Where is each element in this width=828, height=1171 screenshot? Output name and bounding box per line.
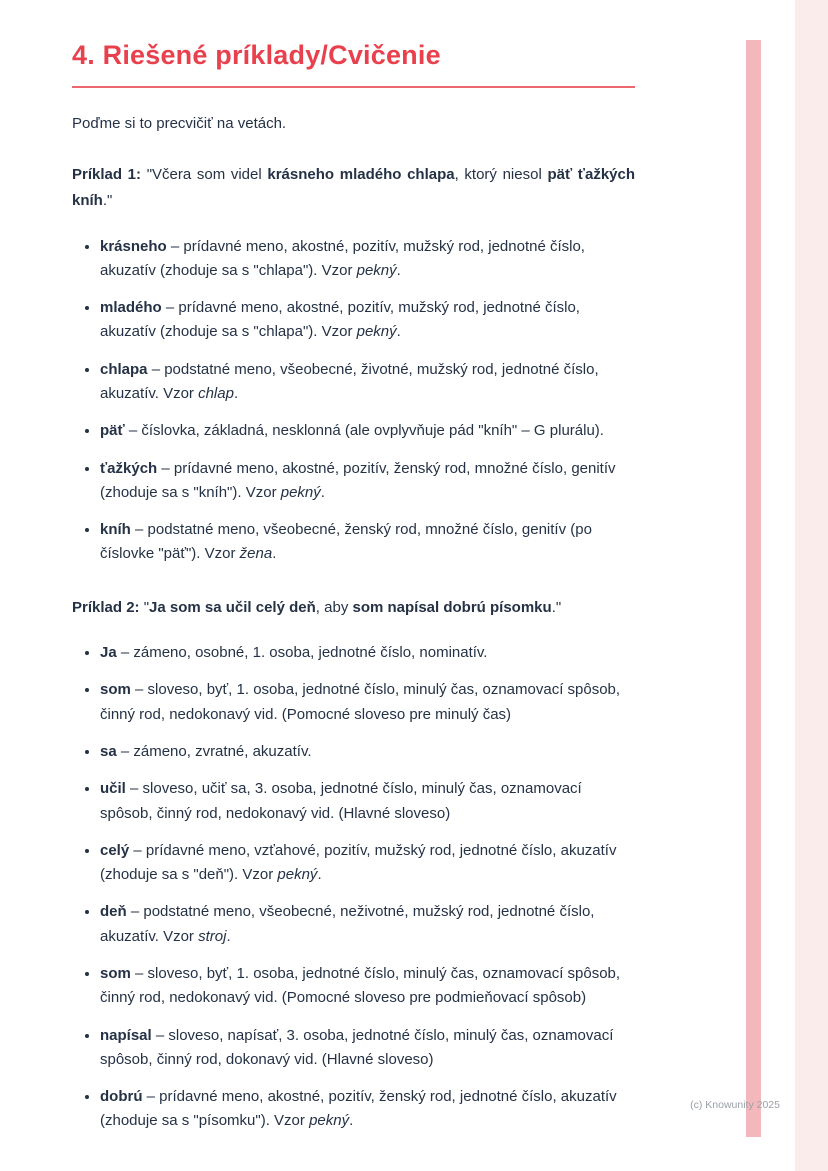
example1-heading	[72, 162, 635, 215]
list-item	[100, 235, 635, 284]
item-tail: .	[317, 866, 322, 884]
term-label: som	[100, 964, 131, 982]
list-item	[100, 900, 635, 949]
list-item	[100, 740, 635, 764]
item-body: – číslovka, základná, nesklonná (ale ovplyvňuje pád "kníh" – G plurálu).	[124, 422, 604, 440]
term-label: sa	[100, 742, 117, 760]
item-body: – prídavné meno, akostné, pozitív, mužský rod, jednotné číslo, akuzatív (zhoduje sa s "chlapa"). Vzor	[100, 299, 580, 341]
example2-sentence-end: ."	[551, 598, 562, 616]
list-item	[100, 457, 635, 506]
item-body: – podstatné meno, všeobecné, neživotné, mužský rod, jednotné číslo, akuzatív. Vzor	[100, 903, 595, 945]
item-body: – prídavné meno, vzťahové, pozitív, mužský rod, jednotné číslo, akuzatív (zhoduje sa s "deň"). Vzor	[100, 841, 617, 884]
page-edge-strip	[795, 0, 828, 1171]
footer-copyright: (c) Knowunity 2025	[690, 1099, 780, 1111]
intro-text: Poďme si to precvičiť na vetách.	[72, 115, 287, 132]
term-label: ťažkých	[100, 459, 158, 477]
example2-heading	[72, 595, 635, 621]
term-label: napísal	[100, 1026, 152, 1044]
item-body: – prídavné meno, akostné, pozitív, mužský rod, jednotné číslo, akuzatív (zhoduje sa s "chlapa"). Vzor	[100, 237, 585, 279]
list-item	[100, 518, 635, 567]
vzor-word: pekný	[309, 1112, 350, 1130]
item-body: – zámeno, zvratné, akuzatív.	[116, 742, 312, 760]
term-label: chlapa	[100, 360, 148, 378]
example2-sentence-bold1: Ja som sa učil celý deň	[149, 598, 316, 616]
list-item	[100, 962, 635, 1011]
term-label: deň	[100, 903, 127, 921]
term-label: celý	[100, 841, 130, 859]
item-tail: .	[272, 545, 277, 563]
term-label: päť	[100, 422, 125, 440]
example2-sentence-pre: "	[139, 598, 150, 616]
example2-sentence-bold2: som napísal dobrú písomku	[352, 598, 552, 616]
list-item	[100, 296, 635, 345]
item-body: – sloveso, byť, 1. osoba, jednotné číslo, minulý čas, oznamovací spôsob, činný rod, nedokonavý vid. (Pomocné sloveso pre podmieňovací spôsob)	[100, 964, 621, 1007]
item-body: – sloveso, byť, 1. osoba, jednotné číslo, minulý čas, oznamovací spôsob, činný rod, nedokonavý vid. (Pomocné sloveso pre minulý čas)	[100, 681, 621, 723]
page-title: 4. Riešené príklady/Cvičenie	[72, 40, 441, 70]
list-item	[100, 839, 635, 888]
list-item	[100, 358, 635, 407]
example1-sentence-bold1: krásneho mladého chlapa	[267, 166, 455, 183]
list-item	[100, 678, 635, 727]
item-tail: .	[349, 1112, 354, 1130]
example1-sentence-bold2: päť ťažkých kníh	[72, 166, 636, 210]
item-body: – sloveso, učiť sa, 3. osoba, jednotné číslo, minulý čas, oznamovací spôsob, činný rod, nedokonavý vid. (Hlavné sloveso)	[100, 780, 582, 822]
term-label: krásneho	[100, 237, 167, 255]
vzor-word: chlap	[198, 384, 234, 402]
list-item	[100, 419, 635, 443]
term-label: mladého	[100, 299, 162, 317]
item-body: – podstatné meno, všeobecné, životné, mužský rod, jednotné číslo, akuzatív. Vzor	[100, 360, 599, 402]
list-item	[100, 1085, 635, 1134]
document-page	[72, 40, 635, 1162]
example1-sentence-mid: , ktorý niesol	[454, 166, 548, 183]
item-body: – zámeno, osobné, 1. osoba, jednotné číslo, nominatív.	[116, 644, 488, 662]
vzor-word: pekný	[356, 323, 397, 341]
vzor-word: pekný	[280, 483, 321, 501]
example2-label: Príklad 2:	[72, 598, 140, 616]
vzor-word: pekný	[356, 261, 397, 279]
vzor-word: pekný	[277, 866, 318, 884]
term-label: dobrú	[100, 1088, 143, 1106]
vzor-word: žena	[239, 545, 273, 563]
item-body: – prídavné meno, akostné, pozitív, ženský rod, jednotné číslo, akuzatív (zhoduje sa s "písomku"). Vzor	[100, 1088, 617, 1130]
item-body: – podstatné meno, všeobecné, ženský rod, množné číslo, genitív (po číslovke "päť"). Vzor	[100, 521, 592, 563]
term-label: Ja	[100, 644, 117, 662]
list-item	[100, 1024, 635, 1073]
example1-list	[72, 235, 635, 567]
vzor-word: stroj	[198, 927, 227, 945]
item-body: – sloveso, napísať, 3. osoba, jednotné číslo, minulý čas, oznamovací spôsob, činný rod, dokonavý vid. (Hlavné sloveso)	[100, 1026, 614, 1068]
title-underline	[72, 86, 635, 88]
example1-label: Príklad 1:	[72, 166, 142, 183]
term-label: som	[100, 681, 131, 699]
item-tail: .	[396, 323, 401, 341]
decorative-side-bar	[746, 40, 761, 1137]
item-tail: .	[320, 483, 325, 501]
item-tail: .	[396, 261, 401, 279]
term-label: učil	[100, 780, 126, 798]
example2-list	[72, 641, 635, 1134]
example1-sentence-pre: "Včera som videl	[141, 166, 268, 183]
term-label: kníh	[100, 521, 131, 539]
example2-sentence-mid: , aby	[315, 598, 353, 616]
list-item	[100, 641, 635, 665]
item-body: – prídavné meno, akostné, pozitív, ženský rod, množné číslo, genitív (zhoduje sa s "kníh"). Vzor	[100, 459, 616, 501]
item-tail: .	[233, 384, 239, 402]
list-item	[100, 777, 635, 826]
example1-sentence-end: ."	[102, 192, 113, 210]
item-tail: .	[226, 927, 231, 945]
